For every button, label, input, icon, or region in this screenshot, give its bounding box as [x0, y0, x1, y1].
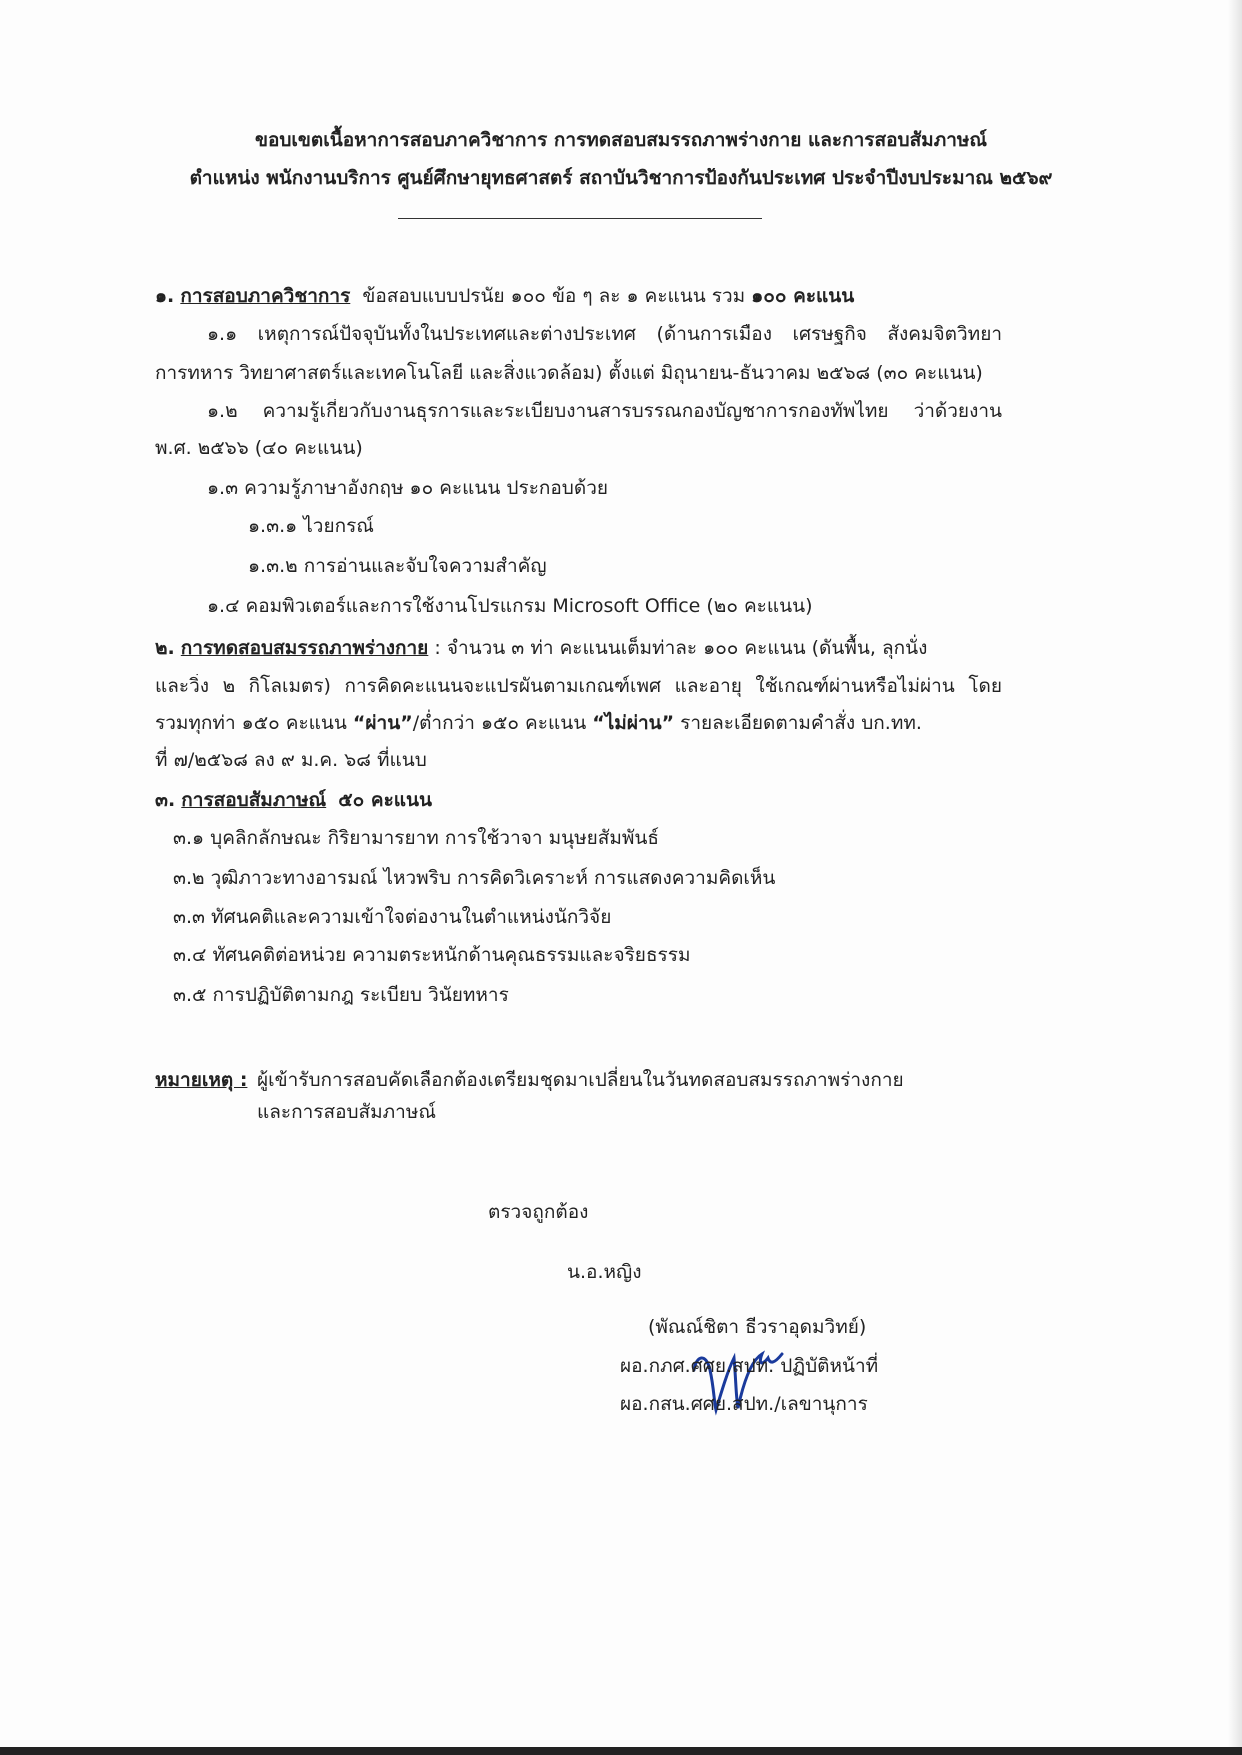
- scan-edge: [1228, 0, 1242, 1755]
- item-3-5: ๓.๕ การปฏิบัติตามกฎ ระเบียบ วินัยทหาร: [173, 984, 509, 1006]
- item-3-2: ๓.๒ วุฒิภาวะทางอารมณ์ ไหวพริบ การคิดวิเคราะห์ การแสดงความคิดเห็น: [173, 867, 776, 889]
- item-3-4: ๓.๔ ทัศนคติต่อหน่วย ความตระหนักด้านคุณธรรมและจริยธรรม: [173, 944, 691, 966]
- item-3-3: ๓.๓ ทัศนคติและความเข้าใจต่องานในตำแหน่งนักวิจัย: [173, 906, 612, 928]
- section-desc: ข้อสอบแบบปรนัย ๑๐๐ ข้อ ๆ ละ ๑ คะแนน รวม: [362, 285, 746, 307]
- item-1-4: ๑.๔ คอมพิวเตอร์และการใช้งานโปรแกรม Microsoft Office (๒๐ คะแนน): [207, 595, 813, 617]
- item-1-3-1: ๑.๓.๑ ไวยกรณ์: [248, 515, 374, 537]
- section-desc: : จำนวน ๓ ท่า คะแนนเต็มท่าละ ๑๐๐ คะแนน (ดันพื้น, ลุกนั่ง: [434, 637, 928, 659]
- item-3-1: ๓.๑ บุคลิกลักษณะ กิริยามารยาท การใช้วาจา มนุษยสัมพันธ์: [173, 827, 659, 849]
- section-number: ๑.: [155, 285, 175, 307]
- section-title: การทดสอบสมรรถภาพร่างกาย: [180, 637, 429, 659]
- item-1-3: ๑.๓ ความรู้ภาษาอังกฤษ ๑๐ คะแนน ประกอบด้วย: [207, 477, 609, 499]
- section-title: การสอบสัมภาษณ์: [181, 789, 327, 811]
- text: รวมทุกท่า ๑๕๐ คะแนน: [155, 712, 347, 734]
- signer-name: (พัณณ์ชิตา ธีวราอุดมวิทย์): [648, 1316, 867, 1338]
- doc-title-line1: ขอบเขตเนื้อหาการสอบภาควิชาการ การทดสอบสมรรถภาพร่างกาย และการสอบสัมภาษณ์: [254, 129, 988, 151]
- item-1-1: ๑.๑ เหตุการณ์ปัจจุบันทั้งในประเทศและต่างประเทศ (ด้านการเมือง เศรษฐกิจ สังคมจิตวิทยา: [207, 323, 1002, 345]
- text: /ต่ำกว่า ๑๕๐ คะแนน: [412, 712, 587, 734]
- section3-heading: [155, 788, 432, 812]
- section-total: ๑๐๐ คะแนน: [751, 285, 855, 307]
- text: รายละเอียดตามคำสั่ง บก.ทท.: [680, 712, 922, 734]
- section-number: ๒.: [155, 637, 175, 659]
- section-total: ๕๐ คะแนน: [338, 789, 433, 811]
- item-1-2-cont: พ.ศ. ๒๕๖๖ (๔๐ คะแนน): [155, 437, 363, 459]
- section1-heading: [155, 284, 854, 308]
- section2-line3: [155, 711, 922, 735]
- section-title: การสอบภาควิชาการ: [180, 285, 351, 307]
- note-label: หมายเหตุ :: [155, 1069, 248, 1091]
- item-1-1-cont: การทหาร วิทยาศาสตร์และเทคโนโลยี และสิ่งแวดล้อม) ตั้งแต่ มิถุนายน-ธันวาคม ๒๕๖๘ (๓๐ คะแนน): [155, 362, 983, 384]
- signer-position1: ผอ.กภศ.ศศย.สปท. ปฏิบัติหน้าที่: [620, 1355, 879, 1377]
- title-divider: [398, 218, 762, 219]
- section2-heading: [155, 636, 927, 660]
- signer-position2: ผอ.กสน.ศศย.สปท./เลขานุการ: [620, 1393, 868, 1415]
- signer-rank: น.อ.หญิง: [567, 1261, 642, 1283]
- note-line2: และการสอบสัมภาษณ์: [257, 1101, 437, 1123]
- note-line1: ผู้เข้ารับการสอบคัดเลือกต้องเตรียมชุดมาเปลี่ยนในวันทดสอบสมรรถภาพร่างกาย: [257, 1069, 904, 1091]
- certified-label: ตรวจถูกต้อง: [488, 1201, 589, 1223]
- pass-label: “ผ่าน”: [352, 712, 413, 734]
- section2-line2: และวิ่ง ๒ กิโลเมตร) การคิดคะแนนจะแปรผันตามเกณฑ์เพศ และอายุ ใช้เกณฑ์ผ่านหรือไม่ผ่าน โดย: [155, 675, 1002, 697]
- section-number: ๓.: [155, 789, 176, 811]
- scan-bottom-edge: [0, 1747, 1242, 1755]
- item-1-2: ๑.๒ ความรู้เกี่ยวกับงานธุรการและระเบียบงานสารบรรณกองบัญชาการกองทัพไทย ว่าด้วยงาน: [207, 400, 1002, 422]
- section2-line4: ที่ ๗/๒๕๖๘ ลง ๙ ม.ค. ๖๘ ที่แนบ: [155, 749, 427, 771]
- fail-label: “ไม่ผ่าน”: [592, 712, 675, 734]
- item-1-3-2: ๑.๓.๒ การอ่านและจับใจความสำคัญ: [248, 555, 547, 577]
- doc-title-line2: ตำแหน่ง พนักงานบริการ ศูนย์ศึกษายุทธศาสตร์ สถาบันวิชาการป้องกันประเทศ ประจำปีงบประมาณ ๒๕๖๙: [189, 167, 1053, 189]
